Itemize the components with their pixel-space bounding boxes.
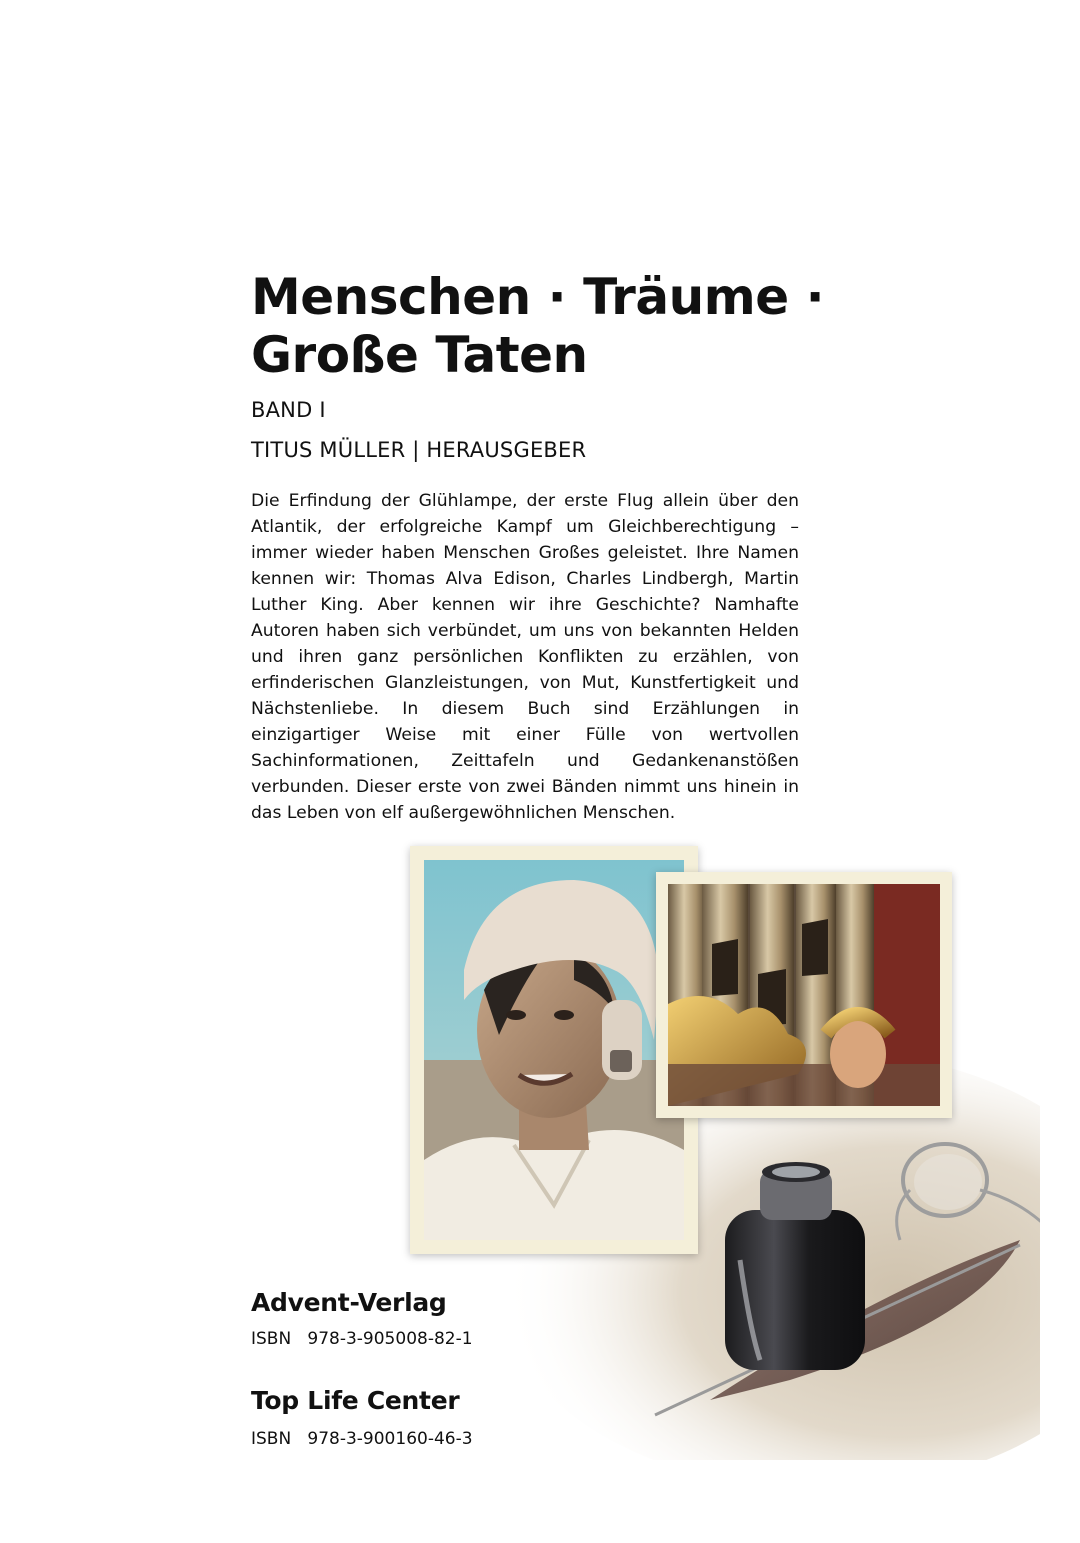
editor-credit: TITUS MÜLLER | HERAUSGEBER xyxy=(251,438,587,462)
aviator-portrait-photo xyxy=(424,860,684,1240)
photo-collage xyxy=(400,840,1040,1460)
blurb-text: Die Erfindung der Glühlampe, der erste Flug allein über den Atlantik, der erfolgreiche Kampf um Gleichberechtigung – immer wieder haben Menschen Großes geleistet. Ihre Namen kennen wir: Thomas Alva Edison, Charles Lindbergh, Martin Luther King. Aber kennen wir ihre Geschichte? Namhafte Autoren haben sich verbündet, um uns von bekannten Helden und ihren ganz persönlichen Konflikten zu erzählen, von erfinderischen Glanzleistungen, von Mut, Kunstfertigkeit und Nächstenliebe. In diesem Buch sind Erzählungen in einzigartiger Weise mit einer Fülle von wertvollen Sachinformationen, Zeittafeln und Gedankenanstößen verbunden. Dieser erste von zwei Bänden nimmt uns hinein in das Leben von elf außergewöhnlichen Menschen. xyxy=(251,491,799,823)
publisher-name-top-life-center: Top Life Center xyxy=(251,1386,460,1415)
aviator-portrait-frame xyxy=(410,846,698,1254)
book-title xyxy=(251,268,851,384)
isbn-top-life-center: ISBN 978-3-900160-46-3 xyxy=(251,1429,473,1449)
isbn-advent-verlag: ISBN 978-3-905008-82-1 xyxy=(251,1329,473,1349)
organ-pipes-photo xyxy=(668,884,940,1106)
book-title-line-1: Menschen · Träume · xyxy=(251,268,825,326)
publisher-name-advent-verlag: Advent-Verlag xyxy=(251,1288,447,1317)
organ-pipes-frame xyxy=(656,872,952,1118)
book-title-line-2: Große Taten xyxy=(251,326,588,384)
volume-label: BAND I xyxy=(251,398,326,422)
